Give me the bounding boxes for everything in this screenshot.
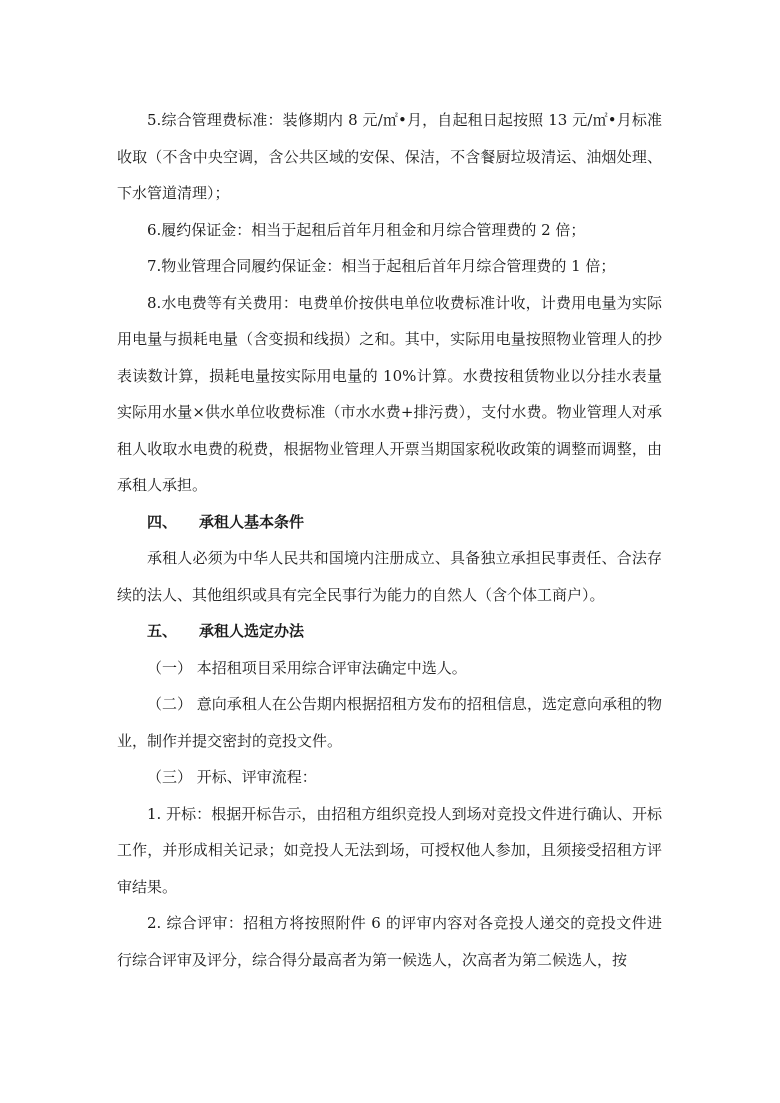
section-4-heading — [117, 504, 662, 541]
section-5-title: 承租人选定办法 — [199, 622, 305, 640]
clause-7-property-contract-deposit: 7.物业管理合同履约保证金：相当于起租后首年月综合管理费的 1 倍； — [147, 257, 616, 275]
clause-8-utility-fees: 8.水电费等有关费用：电费单价按供电单位收费标准计收，计费用电量为实际用电量与损耗电量（含变损和线损）之和。其中，实际用电量按照物业管理人的抄表读数计算，损耗电量按实际用电量的 10%计算。水费按租赁物业以分挂水表量实际用水量×供水单位收费标准（市水水费+排污费），支付水费。物业管理人对承租人收取水电费的税费，根据物业管理人开票当期国家税收政策的调整而调整，由承租人承担。 — [117, 293, 662, 494]
section-4-number: 四、 — [147, 512, 178, 531]
section-5-item-2: （二） 意向承租人在公告期内根据招租方发布的招租信息，选定意向承租的物业，制作并提交密封的竞投文件。 — [117, 695, 662, 750]
section-4-title: 承租人基本条件 — [199, 512, 305, 531]
section-5-heading — [117, 613, 662, 650]
clause-6-performance-deposit: 6.履约保证金：相当于起租后首年月租金和月综合管理费的 2 倍； — [147, 220, 586, 239]
section-5-item-1: （一） 本招租项目采用综合评审法确定中选人。 — [147, 658, 467, 677]
section-5-number: 五、 — [147, 622, 178, 640]
section-5-sub-item-2: 2. 综合评审：招租方将按照附件 6 的评审内容对各竞投人递交的竞投文件进行综合评审及评分，综合得分最高者为第一候选人，次高者为第二候选人，按 — [117, 914, 662, 969]
section-5-sub-item-1: 1. 开标：根据开标告示，由招租方组织竞投人到场对竞投文件进行确认、开标工作，并形成相关记录；如竞投人无法到场，可授权他人参加，且须接受招租方评审结果。 — [117, 804, 662, 896]
document-page — [117, 102, 662, 978]
section-5-item-3: （三） 开标、评审流程： — [147, 768, 317, 786]
clause-5-management-fee: 5.综合管理费标准：装修期内 8 元/㎡•月，自起租日起按照 13 元/㎡•月标准收取（不含中央空调，含公共区域的安保、保洁，不含餐厨垃圾清运、油烟处理、下水管道清理）； — [117, 111, 662, 202]
section-4-body: 承租人必须为中华人民共和国境内注册成立、具备独立承担民事责任、合法存续的法人、其他组织或具有完全民事行为能力的自然人（含个体工商户）。 — [117, 549, 662, 604]
